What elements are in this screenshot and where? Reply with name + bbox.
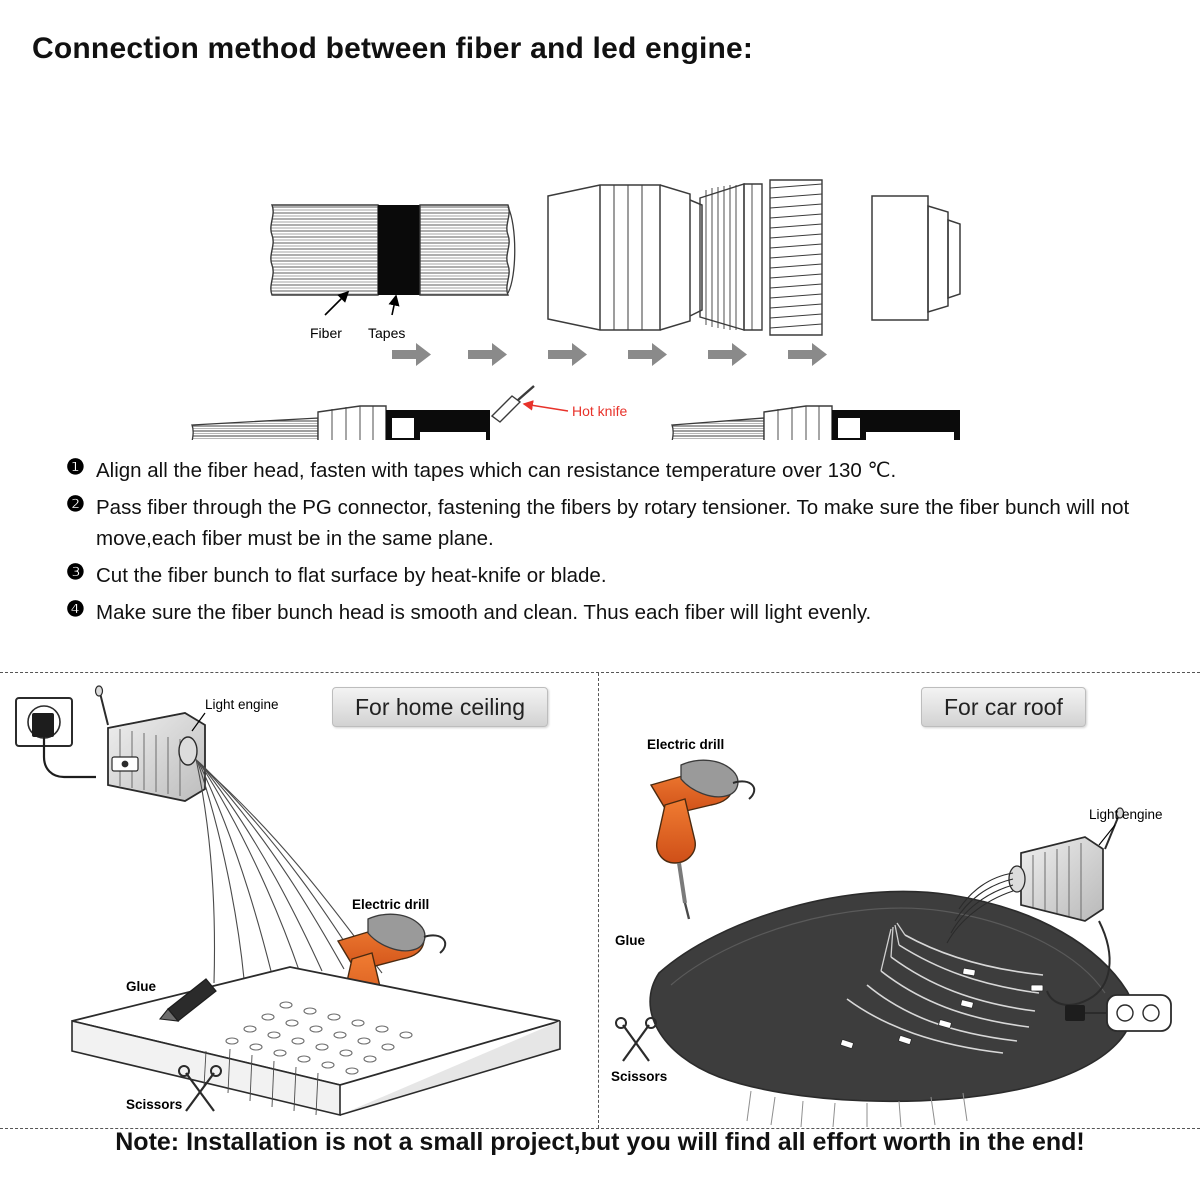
step-item: [66, 597, 1156, 628]
step-text: Cut the fiber bunch to flat surface by heat-knife or blade.: [96, 564, 607, 587]
assembly-cut-step: [190, 386, 627, 440]
light-engine: [96, 686, 206, 801]
panel-label-car-roof: For car roof: [921, 687, 1086, 727]
label-light-engine: Light engine: [205, 697, 279, 712]
instruction-steps: [66, 455, 1156, 634]
label-scissors: Scissors: [611, 1069, 668, 1084]
label-light-engine: Light engine: [1089, 807, 1163, 822]
panel-car-roof: [599, 673, 1200, 1128]
panel-home-ceiling: [0, 673, 599, 1128]
footer-note: Note: Installation is not a small project,but you will find all effort worth in the end!: [115, 1128, 1085, 1156]
fiber-connection-diagram: [0, 80, 1200, 440]
label-electric-drill: Electric drill: [352, 897, 430, 912]
car-roof-fabric: [650, 891, 1132, 1127]
step-number: ❹: [66, 598, 85, 621]
top-diagram-svg: [0, 80, 1200, 440]
led-engine-housing: [872, 196, 960, 320]
step-item: [66, 560, 1156, 591]
label-tapes: Tapes: [368, 325, 406, 341]
fiber-bundle-group: [271, 205, 515, 295]
assembly-finished-step: [670, 406, 1010, 440]
step-number: ❸: [66, 561, 85, 584]
rotary-tensioner: [700, 180, 822, 335]
label-glue: Glue: [126, 979, 157, 994]
label-scissors: Scissors: [126, 1097, 183, 1112]
car-roof-illustration: [599, 673, 1200, 1128]
step-number: ❷: [66, 493, 85, 516]
label-fiber: Fiber: [310, 325, 342, 341]
step-item: [66, 455, 1156, 486]
electric-drill: [647, 737, 754, 919]
glue-tool: [615, 933, 645, 948]
step-item: [66, 492, 1156, 554]
step-text: Align all the fiber head, fasten with tapes which can resistance temperature over 130 ℃.: [96, 459, 897, 482]
application-panels: [0, 672, 1200, 1129]
tape-band: [378, 205, 420, 295]
step-number: ❶: [66, 456, 85, 479]
label-electric-drill: Electric drill: [647, 737, 725, 752]
home-ceiling-illustration: [0, 673, 598, 1128]
label-glue: Glue: [615, 933, 646, 948]
pg-connector-nut: [548, 185, 702, 330]
process-arrows: [392, 343, 827, 366]
panel-label-home-ceiling: For home ceiling: [332, 687, 548, 727]
step-text: Make sure the fiber bunch head is smooth and clean. Thus each fiber will light evenly.: [96, 601, 872, 624]
step-text: Pass fiber through the PG connector, fastening the fibers by rotary tensioner. To make sure the fiber bunch will not move,each fiber must be in the same plane.: [96, 496, 1130, 550]
page-title: Connection method between fiber and led engine:: [32, 32, 754, 65]
wall-socket: [16, 698, 96, 777]
label-hot-knife: Hot knife: [572, 403, 628, 419]
fiber-tape-callouts: [310, 292, 405, 341]
light-engine: [1009, 807, 1163, 921]
